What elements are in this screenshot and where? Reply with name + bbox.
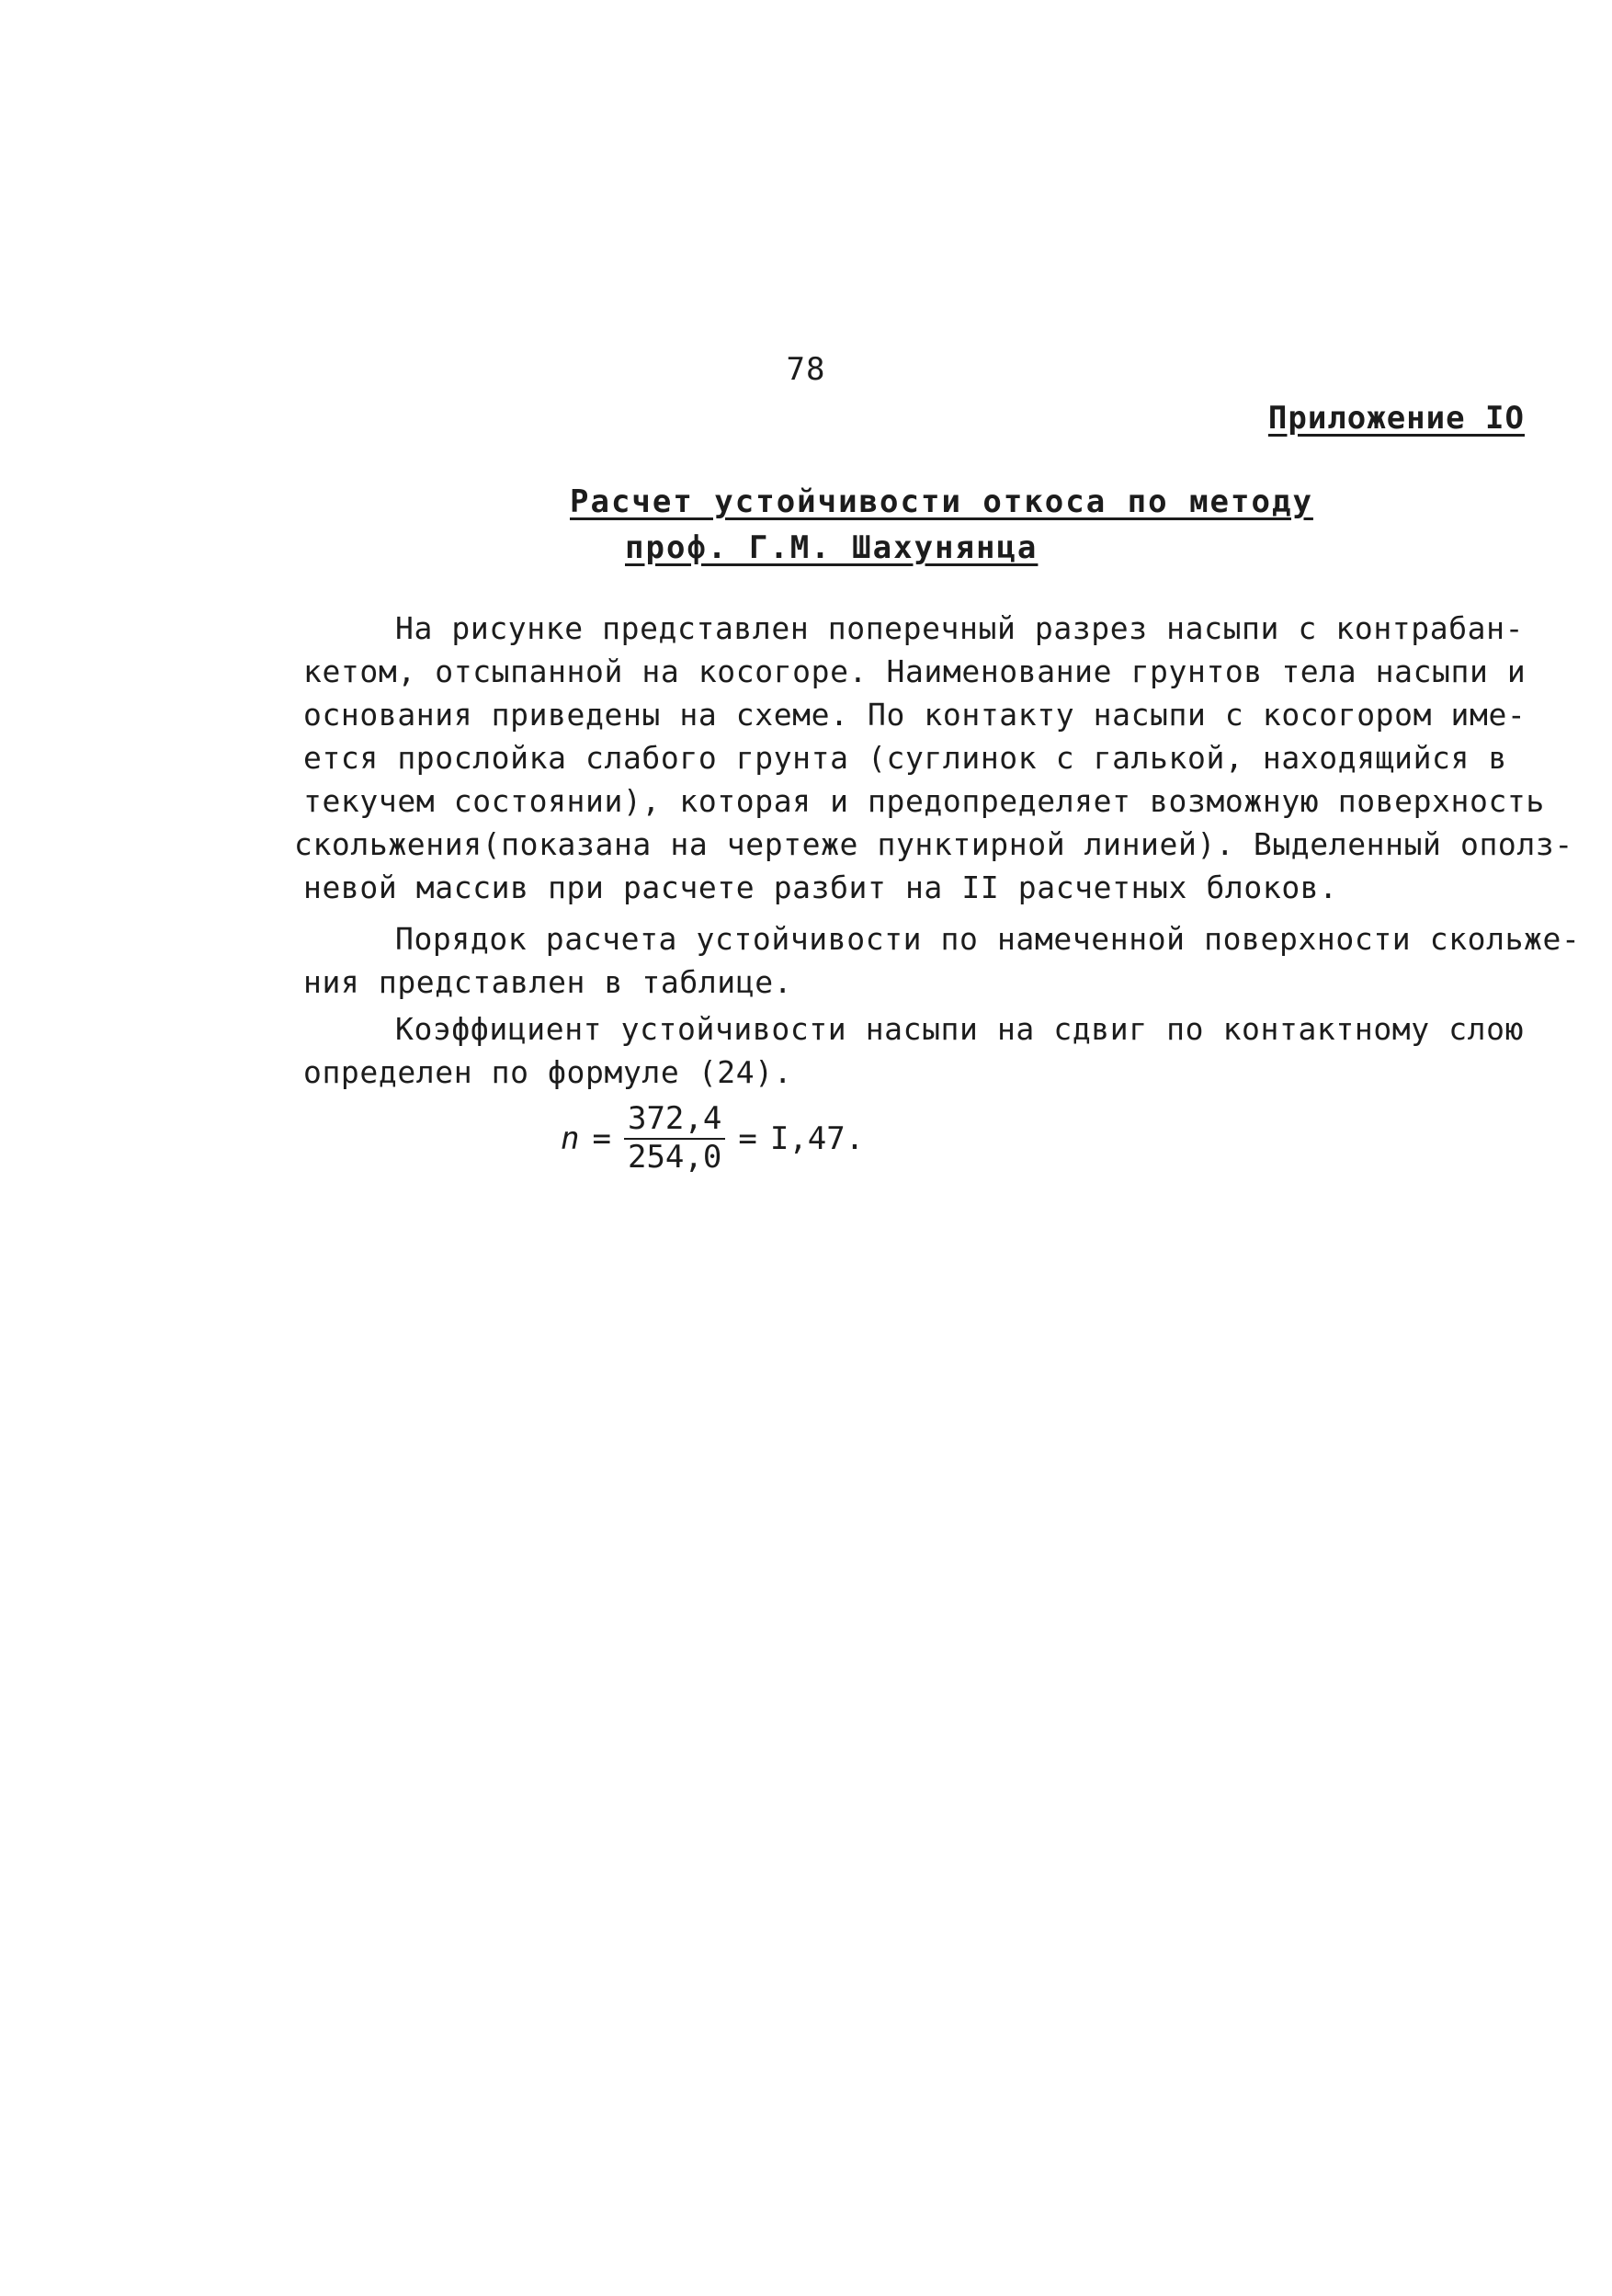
- paragraph-line: ется прослойка слабого грунта (суглинок с галькой, находящийся в: [303, 740, 1507, 776]
- formula-equals: =: [592, 1120, 611, 1157]
- formula-equals-2: =: [738, 1120, 757, 1157]
- stability-formula: [561, 1100, 865, 1176]
- formula-variable: n: [561, 1120, 580, 1157]
- paragraph-line: скольжения(показана на чертеже пунктирной линией). Выделенный ополз-: [294, 826, 1573, 862]
- formula-result: I,47.: [769, 1120, 865, 1157]
- paragraph-line: определен по формуле (24).: [303, 1054, 793, 1090]
- page-number: 78: [786, 351, 826, 388]
- appendix-label: Приложение IO: [1267, 400, 1525, 437]
- paragraph-line: На рисунке представлен поперечный разрез насыпи с контрабан-: [395, 610, 1525, 646]
- paragraph-line: Порядок расчета устойчивости по намеченной поверхности скольже-: [395, 921, 1581, 957]
- paragraph-line: кетом, отсыпанной на косогоре. Наименование грунтов тела насыпи и: [303, 654, 1527, 689]
- formula-numerator: 372,4: [624, 1103, 725, 1140]
- paragraph-line: невой массив при расчете разбит на II расчетных блоков.: [303, 870, 1338, 905]
- paragraph-line: ния представлен в таблице.: [303, 964, 793, 1000]
- paragraph-line: основания приведены на схеме. По контакту насыпи с косогором име-: [303, 697, 1527, 733]
- section-title-line-1: Расчет устойчивости откоса по методу: [570, 483, 1313, 520]
- section-title-line-2: проф. Г.М. Шахунянца: [625, 529, 1039, 566]
- paragraph-line: Коэффициент устойчивости насыпи на сдвиг по контактному слою: [395, 1011, 1525, 1047]
- paragraph-line: текучем состоянии), которая и предопределяет возможную поверхность: [303, 783, 1545, 819]
- formula-denominator: 254,0: [627, 1138, 722, 1176]
- formula-fraction: [624, 1100, 725, 1176]
